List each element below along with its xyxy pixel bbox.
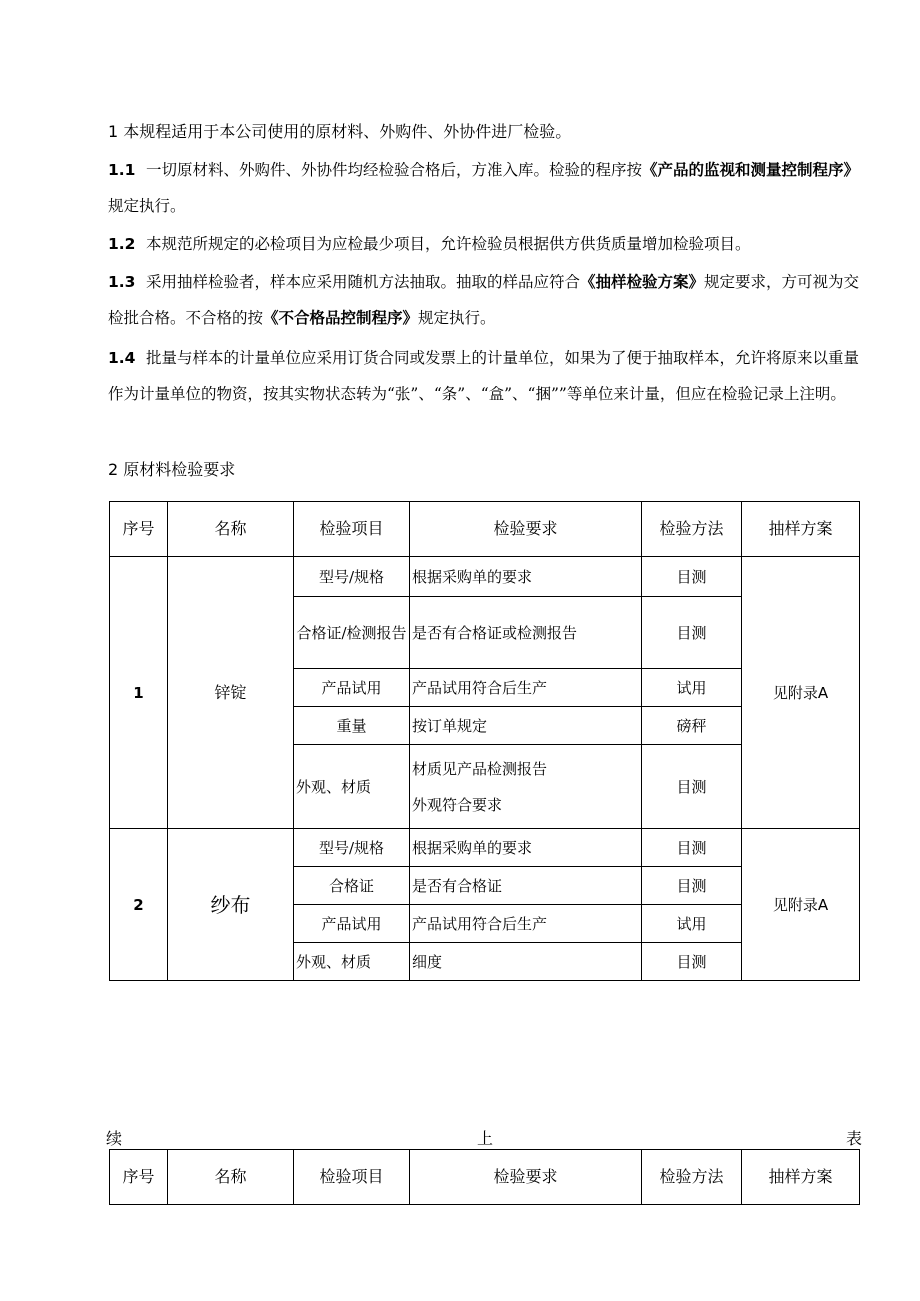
row-index: 2 (110, 829, 168, 981)
table-row (110, 829, 860, 867)
clause-text-tail: 规定执行。 (418, 309, 496, 327)
inspection-requirement: 根据采购单的要求 (410, 557, 642, 597)
section-2-heading (108, 452, 860, 488)
inspection-item: 型号/规格 (294, 557, 410, 597)
header-method: 检验方法 (642, 1150, 742, 1205)
header-name: 名称 (168, 1150, 294, 1205)
inspection-item: 重量 (294, 707, 410, 745)
continued-table (109, 1149, 860, 1205)
inspection-requirement (410, 745, 642, 829)
inspection-item: 型号/规格 (294, 829, 410, 867)
clause-text: 采用抽样检验者，样本应采用随机方法抽取。抽取的样品应符合 (146, 273, 581, 291)
continued-label-mid: 上 (477, 1129, 494, 1148)
header-item: 检验项目 (294, 502, 410, 557)
header-item: 检验项目 (294, 1150, 410, 1205)
inspection-method: 目测 (642, 867, 742, 905)
inspection-method: 磅秤 (642, 707, 742, 745)
inspection-item: 产品试用 (294, 669, 410, 707)
clause-1-4 (108, 340, 860, 412)
header-requirement: 检验要求 (410, 502, 642, 557)
inspection-table (109, 501, 860, 981)
inspection-method: 目测 (642, 745, 742, 829)
inspection-method: 目测 (642, 597, 742, 669)
doc-reference: 《抽样检验方案》 (580, 273, 705, 291)
inspection-method: 试用 (642, 905, 742, 943)
inspection-requirement: 按订单规定 (410, 707, 642, 745)
requirement-line: 材质见产品检测报告 (412, 759, 548, 778)
inspection-method: 目测 (642, 829, 742, 867)
clause-1-2 (108, 226, 860, 262)
sampling-plan: 见附录A (742, 557, 860, 829)
requirement-line: 外观符合要求 (412, 795, 503, 814)
clause-text-tail: 规定执行。 (108, 197, 186, 215)
continued-label-left: 续 (106, 1129, 123, 1148)
material-name: 纱布 (168, 829, 294, 981)
header-sampling: 抽样方案 (742, 502, 860, 557)
section-1-heading (108, 114, 860, 150)
inspection-requirement: 细度 (410, 943, 642, 981)
clause-number: 1.3 (108, 273, 136, 291)
table-row (110, 557, 860, 597)
continued-label-right: 表 (846, 1129, 863, 1148)
header-method: 检验方法 (642, 502, 742, 557)
inspection-requirement: 是否有合格证或检测报告 (410, 597, 642, 669)
clause-1-3 (108, 264, 860, 336)
clause-1-1 (108, 152, 860, 224)
header-sampling: 抽样方案 (742, 1150, 860, 1205)
inspection-method: 试用 (642, 669, 742, 707)
header-index: 序号 (110, 502, 168, 557)
inspection-requirement: 是否有合格证 (410, 867, 642, 905)
header-requirement: 检验要求 (410, 1150, 642, 1205)
material-name: 锌锭 (168, 557, 294, 829)
header-name: 名称 (168, 502, 294, 557)
clause-number: 1.1 (108, 161, 136, 179)
inspection-requirement: 产品试用符合后生产 (410, 669, 642, 707)
header-index: 序号 (110, 1150, 168, 1205)
clause-text-mid: 规定要求，方可视为交检批合格。不合格的按 (108, 273, 860, 327)
section-1-heading-text: 1 本规程适用于本公司使用的原材料、外购件、外协件进厂检验。 (108, 122, 572, 141)
clause-text: 批量与样本的计量单位应采用订货合同或发票上的计量单位，如果为了便于抽取样本，允许将原来以重量作为计量单位的物资，按其实物状态转为“张”、“条”、“盒”、“捆””等单位来计量，但应在检验记录上注明。 (108, 349, 860, 403)
inspection-requirement: 产品试用符合后生产 (410, 905, 642, 943)
clause-text: 本规范所规定的必检项目为应检最少项目，允许检验员根据供方供货质量增加检验项目。 (146, 235, 751, 253)
clause-text: 一切原材料、外购件、外协件均经检验合格后，方准入库。检验的程序按 (146, 161, 643, 179)
inspection-item: 外观、材质 (294, 943, 410, 981)
inspection-method: 目测 (642, 943, 742, 981)
doc-reference: 《产品的监视和测量控制程序》 (642, 161, 860, 179)
clause-number: 1.2 (108, 235, 136, 253)
table-header-row (110, 502, 860, 557)
inspection-item: 产品试用 (294, 905, 410, 943)
inspection-item: 合格证 (294, 867, 410, 905)
clause-number: 1.4 (108, 349, 136, 367)
doc-reference-2: 《不合格品控制程序》 (263, 309, 419, 327)
row-index: 1 (110, 557, 168, 829)
sampling-plan: 见附录A (742, 829, 860, 981)
inspection-item: 合格证/检测报告 (294, 597, 410, 669)
table-header-row (110, 1150, 860, 1205)
inspection-item: 外观、材质 (294, 745, 410, 829)
section-2-heading-text: 2 原材料检验要求 (108, 460, 236, 479)
inspection-method: 目测 (642, 557, 742, 597)
inspection-requirement: 根据采购单的要求 (410, 829, 642, 867)
